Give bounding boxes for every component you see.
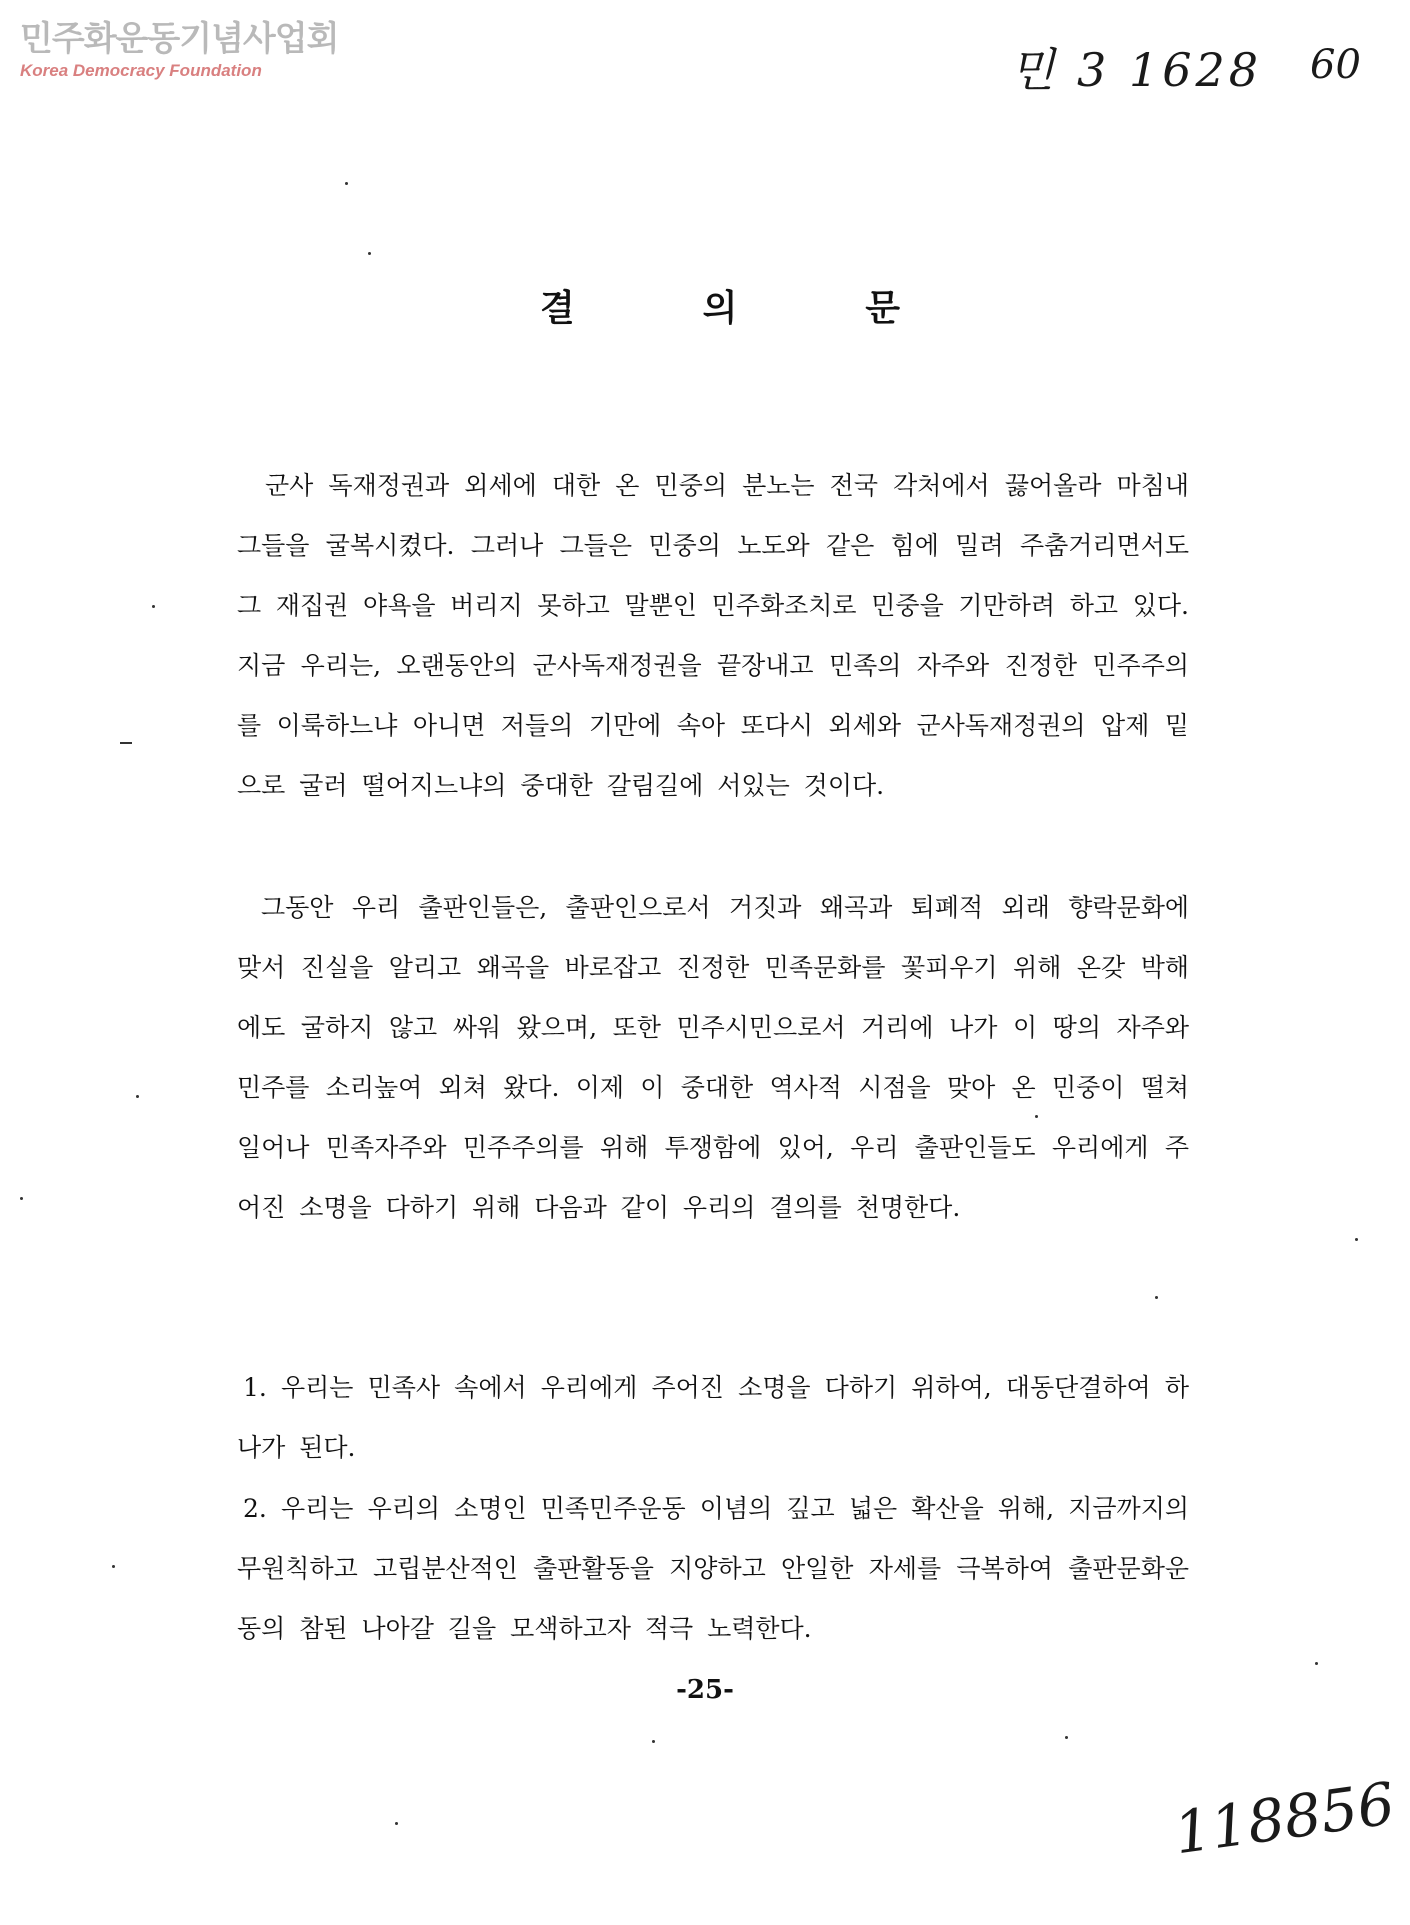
handwritten-archive-page: 60 [1310, 42, 1361, 88]
scan-speck [112, 1565, 115, 1568]
resolution-item-1: 1. 우리는 민족사 속에서 우리에게 주어진 소명을 다하기 위하여, 대동단결하여 하나가 된다. [237, 1373, 1189, 1462]
scan-speck [1065, 1736, 1068, 1739]
scan-speck [136, 1095, 139, 1098]
handwritten-serial-number: 118856 [1170, 1769, 1399, 1868]
scan-speck [395, 1822, 398, 1825]
title-char: 결 [540, 287, 575, 329]
scan-speck [1315, 1662, 1318, 1665]
watermark-english: Korea Democracy Foundation [20, 61, 262, 80]
body-paragraph-2: 그동안 우리 출판인들은, 출판인으로서 거짓과 왜곡과 퇴폐적 외래 향락문화에 맞서 진실을 알리고 왜곡을 바로잡고 진정한 민족문화를 꽃피우기 위해 온갖 박해에도 굴하지 않고 싸워 왔으며, 또한 민주시민으로서 거리에 나가 이 땅의 자주와 민주를 소리높여 외쳐 왔다. 이제 이 중대한 역사적 시점을 맞아 온 민중이 떨쳐 일어나 민족자주와 민주주의를 위해 투쟁함에 있어, 우리 출판인들도 우리에게 주어진 소명을 다하기 위해 다음과 같이 우리의 결의를 천명한다. [237, 893, 1189, 1222]
handwritten-archive-number: 민 3 1628 [1010, 43, 1263, 97]
document-title [540, 280, 900, 331]
page-number: -25- [676, 1675, 734, 1705]
scan-speck [652, 1740, 655, 1743]
title-char: 의 [702, 287, 738, 329]
resolution-item-2: 2. 우리는 우리의 소명인 민족민주운동 이념의 깊고 넓은 확산을 위해, 지금까지의 무원칙하고 고립분산적인 출판활동을 지양하고 안일한 자세를 극복하여 출판문화운동의 참된 나아갈 길을 모색하고자 적극 노력한다. [237, 1494, 1189, 1643]
scan-speck [368, 252, 371, 255]
scan-speck [1035, 1115, 1038, 1118]
title-char: 문 [865, 287, 900, 329]
scan-speck [120, 742, 132, 744]
watermark-korean: 민주화운동기념사업회 [20, 19, 339, 59]
scan-speck [152, 605, 155, 608]
scan-speck [20, 1197, 23, 1200]
scan-speck [1155, 1296, 1158, 1299]
scan-speck [1355, 1238, 1358, 1241]
scan-speck [345, 182, 348, 185]
body-paragraph-1: 군사 독재정권과 외세에 대한 온 민중의 분노는 전국 각처에서 끓어올라 마침내 그들을 굴복시켰다. 그러나 그들은 민중의 노도와 같은 힘에 밀려 주춤거리면서도 그 재집권 야욕을 버리지 못하고 말뿐인 민주화조치로 민중을 기만하려 하고 있다. 지금 우리는, 오랜동안의 군사독재정권을 끝장내고 민족의 자주와 진정한 민주주의를 이룩하느냐 아니면 저들의 기만에 속아 또다시 외세와 군사독재정권의 압제 밑으로 굴러 떨어지느냐의 중대한 갈림길에 서있는 것이다. [237, 471, 1189, 800]
watermark-logo [20, 19, 339, 80]
